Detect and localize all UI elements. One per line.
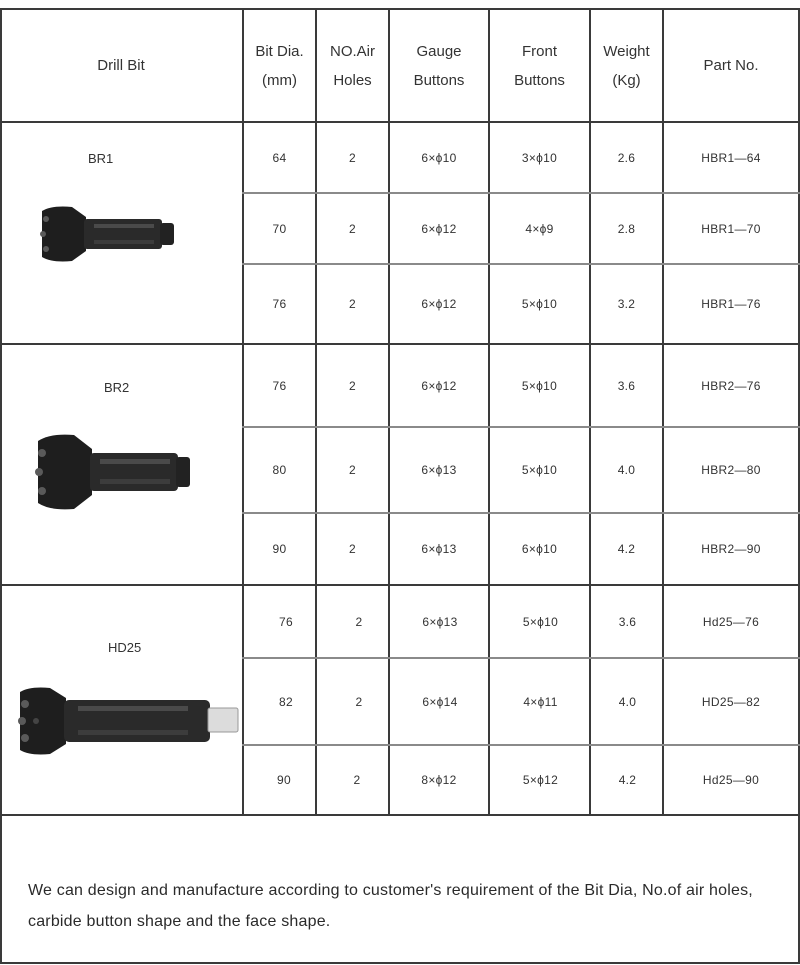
header-gauge-line2: Buttons [413,71,465,89]
cell-air-holes: 2 [349,297,356,311]
cell-air-holes: 2 [353,773,361,787]
header-part-no: Part No. [703,57,759,74]
cell-front-buttons: 5×ϕ12 [522,773,559,787]
cell-bit-dia: 90 [272,542,287,556]
header-bit-dia-line1: Bit Dia. [255,42,304,60]
cell-bit-dia: 70 [272,221,287,236]
cell-gauge-buttons: 6×ϕ14 [422,694,458,709]
left-border [0,8,2,964]
cell-air-holes: 2 [349,378,356,393]
header-weight [591,10,662,121]
cell-bit-dia: 76 [272,378,287,393]
header-gauge-buttons [390,10,488,121]
cell-front-buttons: 4×ϕ9 [525,221,554,236]
model-label-br1: BR1 [88,151,114,166]
cell-part-no: HBR1—70 [701,221,761,236]
cell-gauge-buttons: 6×ϕ13 [421,542,457,556]
cell-air-holes: 2 [349,150,356,165]
cell-bit-dia: 80 [272,463,287,477]
drill-bit-br2-image [30,431,192,513]
header-air-holes-line1: NO.Air [330,42,375,60]
header-air-holes-line2: Holes [333,71,372,89]
cell-weight: 3.2 [617,297,636,311]
cell-bit-dia: 82 [279,694,293,709]
drill-bit-br1-image [36,203,178,265]
header-gauge-line1: Gauge [416,42,462,60]
model-label-br2: BR2 [104,380,130,395]
cell-weight: 4.2 [617,542,636,556]
header-bit-dia [244,10,315,121]
cell-front-buttons: 5×ϕ10 [521,297,558,311]
cell-front-buttons: 3×ϕ10 [521,150,558,165]
cell-air-holes: 2 [349,221,356,236]
cell-bit-dia: 90 [277,773,291,787]
cell-air-holes: 2 [349,542,356,556]
cell-weight: 4.0 [618,694,637,709]
header-front-line2: Buttons [514,71,565,89]
model-label-hd25: HD25 [108,640,142,655]
cell-bit-dia: 76 [279,614,293,629]
cell-front-buttons: 5×ϕ10 [522,614,559,629]
cell-bit-dia: 64 [272,150,287,165]
cell-bit-dia: 76 [272,297,287,311]
cell-gauge-buttons: 6×ϕ13 [421,463,457,477]
cell-gauge-buttons: 6×ϕ10 [421,150,457,165]
drill-bit-hd25-image [14,686,240,756]
header-air-holes [317,10,388,121]
footer-note-line2: carbide button shape and the face shape. [28,913,331,930]
cell-air-holes: 2 [355,614,363,629]
cell-weight: 2.8 [617,221,636,236]
cell-part-no: HBR2—76 [701,378,761,393]
cell-front-buttons: 5×ϕ10 [521,463,558,477]
footer-note-line1: We can design and manufacture according to customer's requirement of the Bit Dia, No.of air holes, [28,882,753,899]
header-weight-line2: (Kg) [612,71,641,89]
cell-gauge-buttons: 6×ϕ12 [421,221,457,236]
header-front-line1: Front [521,42,557,60]
cell-air-holes: 2 [355,694,363,709]
cell-weight: 4.0 [617,463,636,477]
header-front-buttons [490,10,589,121]
cell-weight: 2.6 [617,150,636,165]
cell-gauge-buttons: 8×ϕ12 [421,773,457,787]
page-bottom-border [0,962,800,964]
cell-air-holes: 2 [349,463,356,477]
cell-weight: 4.2 [618,773,637,787]
cell-part-no: Hd25—76 [702,614,760,629]
cell-part-no: HD25—82 [701,694,761,709]
cell-weight: 3.6 [618,614,637,629]
cell-weight: 3.6 [617,378,636,393]
table-bottom-border [0,814,800,816]
cell-front-buttons: 4×ϕ11 [523,694,558,709]
cell-part-no: Hd25—90 [702,773,760,787]
cell-gauge-buttons: 6×ϕ12 [421,378,457,393]
cell-gauge-buttons: 6×ϕ12 [421,297,457,311]
cell-part-no: HBR1—76 [701,297,761,311]
header-drill-bit: Drill Bit [97,57,145,74]
header-bit-dia-line2: (mm) [262,71,297,89]
cell-part-no: HBR2—80 [701,463,761,477]
header-weight-line1: Weight [603,42,650,60]
cell-front-buttons: 6×ϕ10 [521,542,558,556]
cell-front-buttons: 5×ϕ10 [521,378,558,393]
cell-part-no: HBR1—64 [701,150,761,165]
cell-part-no: HBR2—90 [701,542,761,556]
cell-gauge-buttons: 6×ϕ13 [422,614,458,629]
